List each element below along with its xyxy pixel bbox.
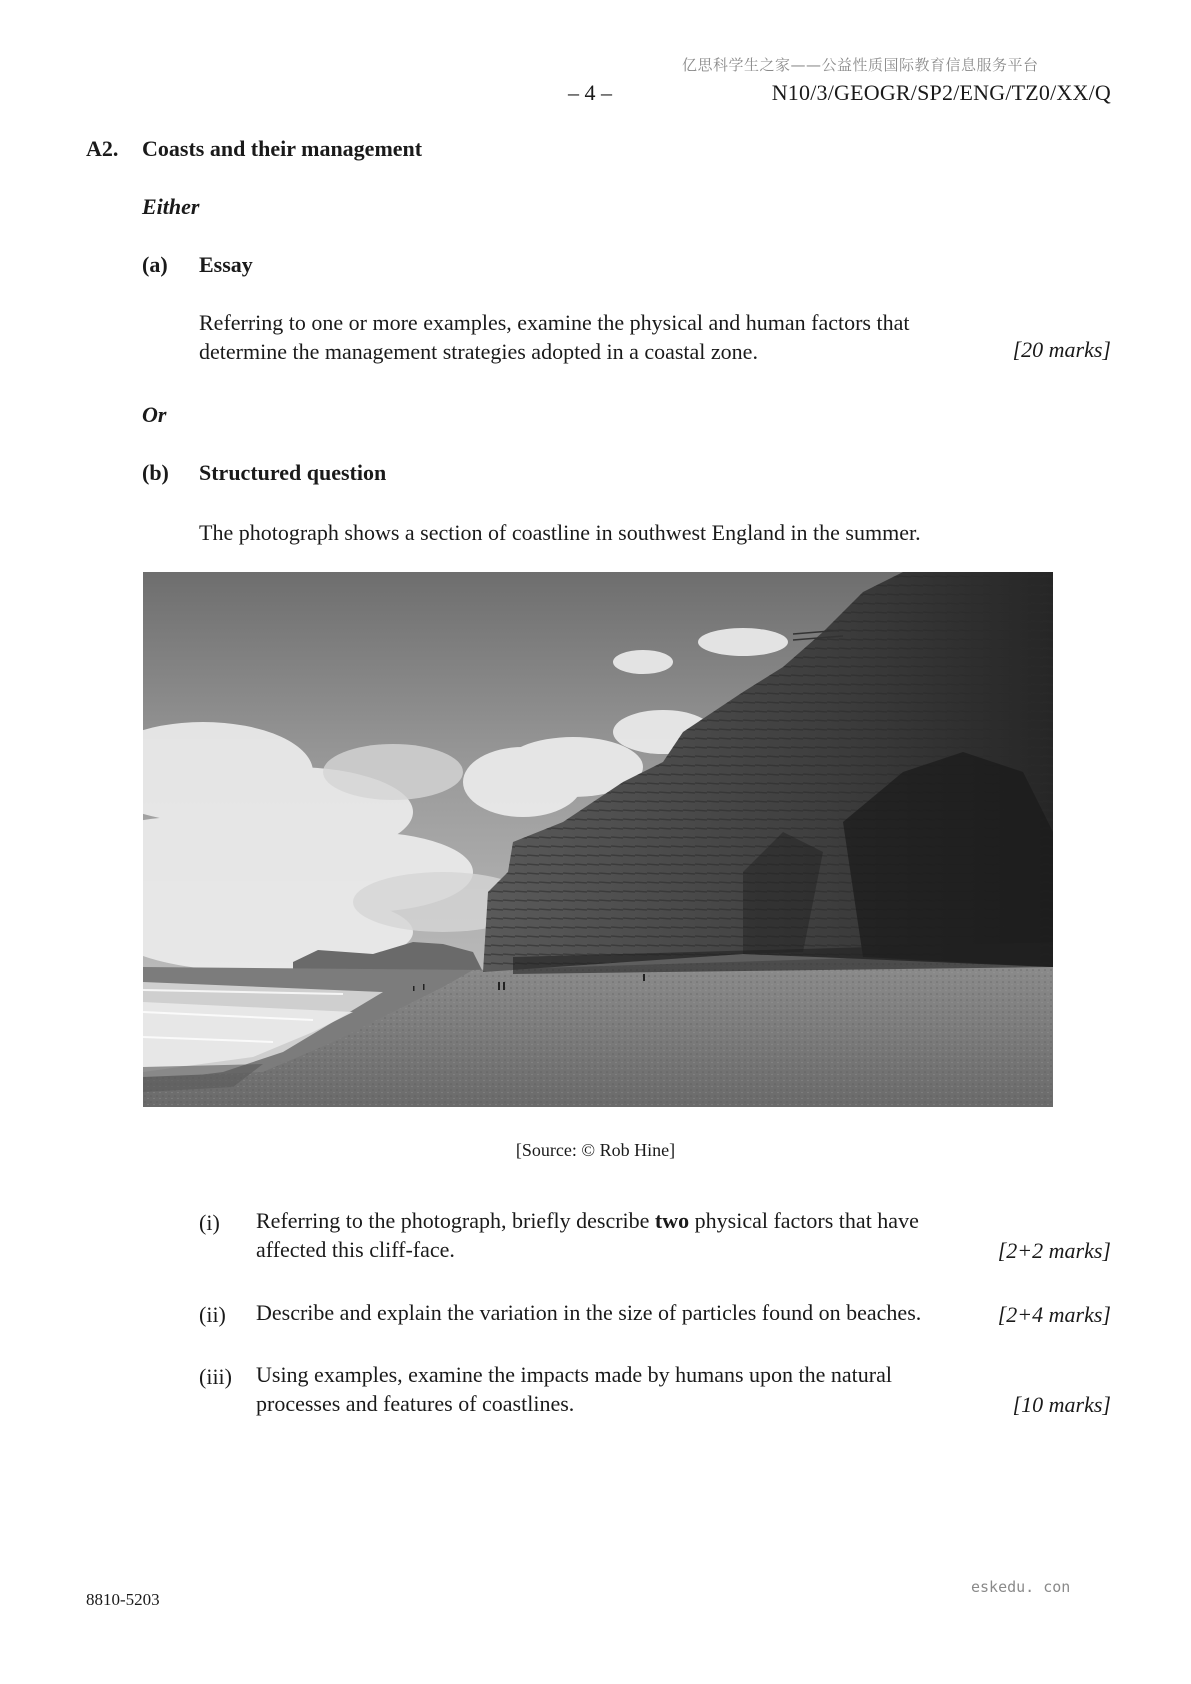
part-a-marks: [20 marks] (1012, 337, 1111, 362)
part-b-intro: The photograph shows a section of coastline in southwest England in the summer. (199, 520, 921, 545)
or-label: Or (142, 402, 167, 427)
paper-code: N10/3/GEOGR/SP2/ENG/TZ0/XX/Q (771, 80, 1111, 105)
sub-i-line1-pre: Referring to the photograph, briefly describe (256, 1208, 655, 1233)
sub-i-marks: [2+2 marks] (997, 1238, 1111, 1263)
part-a-label: (a) (142, 252, 168, 277)
sub-i-line2: affected this cliff-face. (256, 1237, 455, 1262)
sub-i-line1-bold: two (654, 1208, 690, 1233)
footer-site: eskedu. con (971, 1578, 1071, 1596)
sub-iii-line2: processes and features of coastlines. (256, 1391, 575, 1416)
sub-iii-line1: Using examples, examine the impacts made by humans upon the natural (256, 1362, 893, 1387)
sub-iii-marks: [10 marks] (1012, 1392, 1111, 1417)
question-title: Coasts and their management (142, 136, 423, 161)
sub-ii-marks: [2+4 marks] (997, 1302, 1111, 1327)
part-a-text-line2: determine the management strategies adopted in a coastal zone. (199, 339, 758, 364)
photo-source: [Source: © Rob Hine] (515, 1140, 676, 1160)
sub-ii-line1: Describe and explain the variation in the size of particles found on beaches. (256, 1300, 922, 1325)
sub-i-number: (i) (199, 1210, 220, 1235)
sub-i-line1-post: physical factors that have (689, 1208, 919, 1233)
sub-i-line1 (256, 1206, 919, 1235)
either-label: Either (142, 194, 200, 219)
part-b-label: (b) (142, 460, 169, 485)
sub-iii-number: (iii) (199, 1364, 232, 1389)
part-a-title: Essay (199, 252, 253, 277)
part-b-title: Structured question (199, 460, 387, 485)
watermark-text: 亿思科学生之家——公益性质国际教育信息服务平台 (682, 56, 1039, 74)
part-a-text-line1: Referring to one or more examples, examine the physical and human factors that (199, 310, 910, 335)
footer-code: 8810-5203 (86, 1590, 160, 1609)
coastline-photograph (143, 572, 1053, 1107)
question-number: A2. (86, 136, 119, 161)
sub-ii-number: (ii) (199, 1302, 226, 1327)
page-number: – 4 – (568, 80, 612, 105)
